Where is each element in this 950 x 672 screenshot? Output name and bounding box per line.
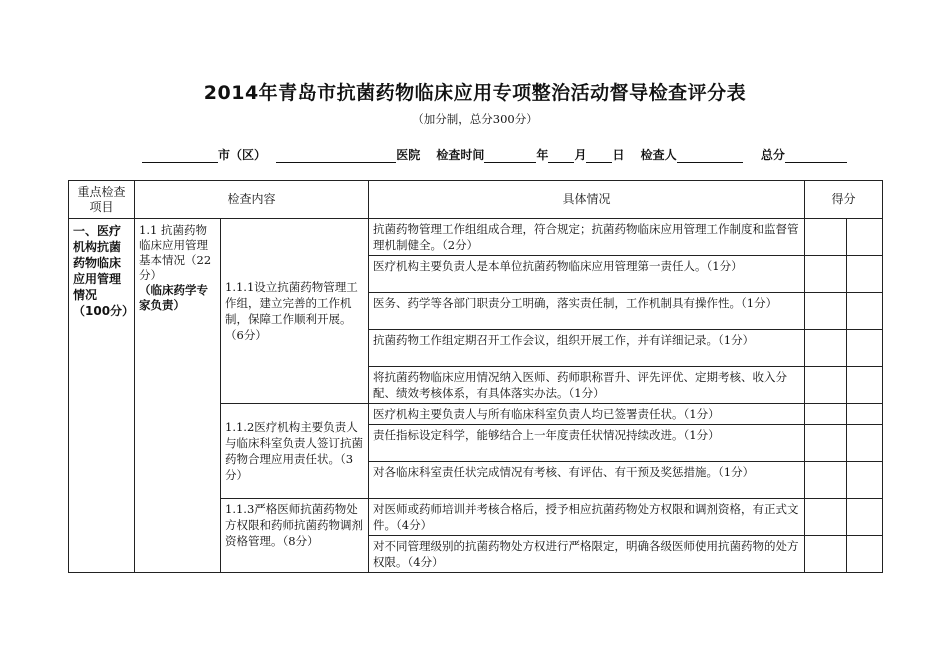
score-cell[interactable] xyxy=(847,219,883,256)
detail-cell: 医疗机构主要负责人与所有临床科室负责人均已签署责任状。（1分） xyxy=(369,404,805,425)
score-cell[interactable] xyxy=(805,404,847,425)
page-subtitle: （加分制，总分300分） xyxy=(412,112,538,126)
total-blank[interactable] xyxy=(785,149,847,163)
score-cell[interactable] xyxy=(805,425,847,462)
subsection-title: 1.1 抗菌药物临床应用管理基本情况（22分） xyxy=(139,223,212,282)
score-cell[interactable] xyxy=(805,293,847,330)
day-blank[interactable] xyxy=(586,149,612,163)
score-cell[interactable] xyxy=(847,499,883,536)
header-detail: 具体情况 xyxy=(369,181,805,219)
detail-cell: 抗菌药物工作组定期召开工作会议，组织开展工作，并有详细记录。（1分） xyxy=(369,330,805,367)
item-content-1: 1.1.1设立抗菌药物管理工作组，建立完善的工作机制，保障工作顺利开展。（6分） xyxy=(221,219,369,404)
score-cell[interactable] xyxy=(847,404,883,425)
score-cell[interactable] xyxy=(805,256,847,293)
table-row xyxy=(69,219,883,256)
inspector-label: 检查人 xyxy=(640,148,677,162)
section-cell xyxy=(69,219,135,573)
score-cell[interactable] xyxy=(847,293,883,330)
page-title: 2014年青岛市抗菌药物临床应用专项整治活动督导检查评分表 xyxy=(203,82,747,104)
score-cell[interactable] xyxy=(847,256,883,293)
item-content-3: 1.1.3严格医师抗菌药物处方权限和药师抗菌药物调剂资格管理。（8分） xyxy=(221,499,369,573)
score-cell[interactable] xyxy=(805,536,847,573)
subsection-cell xyxy=(135,219,221,573)
section-points: （100分） xyxy=(73,304,135,318)
table-header-row xyxy=(69,181,883,219)
day-label: 日 xyxy=(612,148,625,162)
month-label: 月 xyxy=(574,148,587,162)
info-line xyxy=(142,146,872,163)
detail-cell: 对医师或药师培训并考核合格后，授予相应抗菌药物处方权限和调剂资格，有正式文件。（4分） xyxy=(369,499,805,536)
header-score: 得分 xyxy=(805,181,883,219)
score-cell[interactable] xyxy=(805,499,847,536)
city-label: 市（区） xyxy=(218,148,267,162)
total-label: 总分 xyxy=(760,148,785,162)
score-cell[interactable] xyxy=(805,219,847,256)
subsection-owner: （临床药学专家负责） xyxy=(139,283,208,312)
score-cell[interactable] xyxy=(847,462,883,499)
score-cell[interactable] xyxy=(805,367,847,404)
detail-cell: 对各临床科室责任状完成情况有考核、有评估、有干预及奖惩措施。（1分） xyxy=(369,462,805,499)
year-label: 年 xyxy=(536,148,549,162)
hospital-label: 医院 xyxy=(396,148,421,162)
detail-cell: 对不同管理级别的抗菌药物处方权进行严格限定，明确各级医师使用抗菌药物的处方权限。（4分） xyxy=(369,536,805,573)
score-cell[interactable] xyxy=(805,330,847,367)
score-cell[interactable] xyxy=(847,425,883,462)
item-content-2: 1.1.2医疗机构主要负责人与临床科室负责人签订抗菌药物合理应用责任状。（3分） xyxy=(221,404,369,499)
detail-cell: 抗菌药物管理工作组组成合理，符合规定；抗菌药物临床应用管理工作制度和监督管理机制健全。（2分） xyxy=(369,219,805,256)
score-cell[interactable] xyxy=(805,462,847,499)
inspector-blank[interactable] xyxy=(677,149,743,163)
score-cell[interactable] xyxy=(847,536,883,573)
check-time-label: 检查时间 xyxy=(436,148,485,162)
score-table xyxy=(68,180,883,573)
score-cell[interactable] xyxy=(847,330,883,367)
score-cell[interactable] xyxy=(847,367,883,404)
detail-cell: 医疗机构主要负责人是本单位抗菌药物临床应用管理第一责任人。（1分） xyxy=(369,256,805,293)
city-blank[interactable] xyxy=(142,149,218,163)
header-project: 重点检查项目 xyxy=(69,181,135,219)
header-content: 检查内容 xyxy=(135,181,369,219)
hospital-blank[interactable] xyxy=(276,149,396,163)
section-name: 一、医疗机构抗菌药物临床应用管理情况 xyxy=(73,224,122,302)
year-blank[interactable] xyxy=(484,149,536,163)
month-blank[interactable] xyxy=(548,149,574,163)
detail-cell: 医务、药学等各部门职责分工明确，落实责任制，工作机制具有操作性。（1分） xyxy=(369,293,805,330)
detail-cell: 责任指标设定科学，能够结合上一年度责任状情况持续改进。（1分） xyxy=(369,425,805,462)
detail-cell: 将抗菌药物临床应用情况纳入医师、药师职称晋升、评先评优、定期考核、收入分配、绩效考核体系，有具体落实办法。（1分） xyxy=(369,367,805,404)
